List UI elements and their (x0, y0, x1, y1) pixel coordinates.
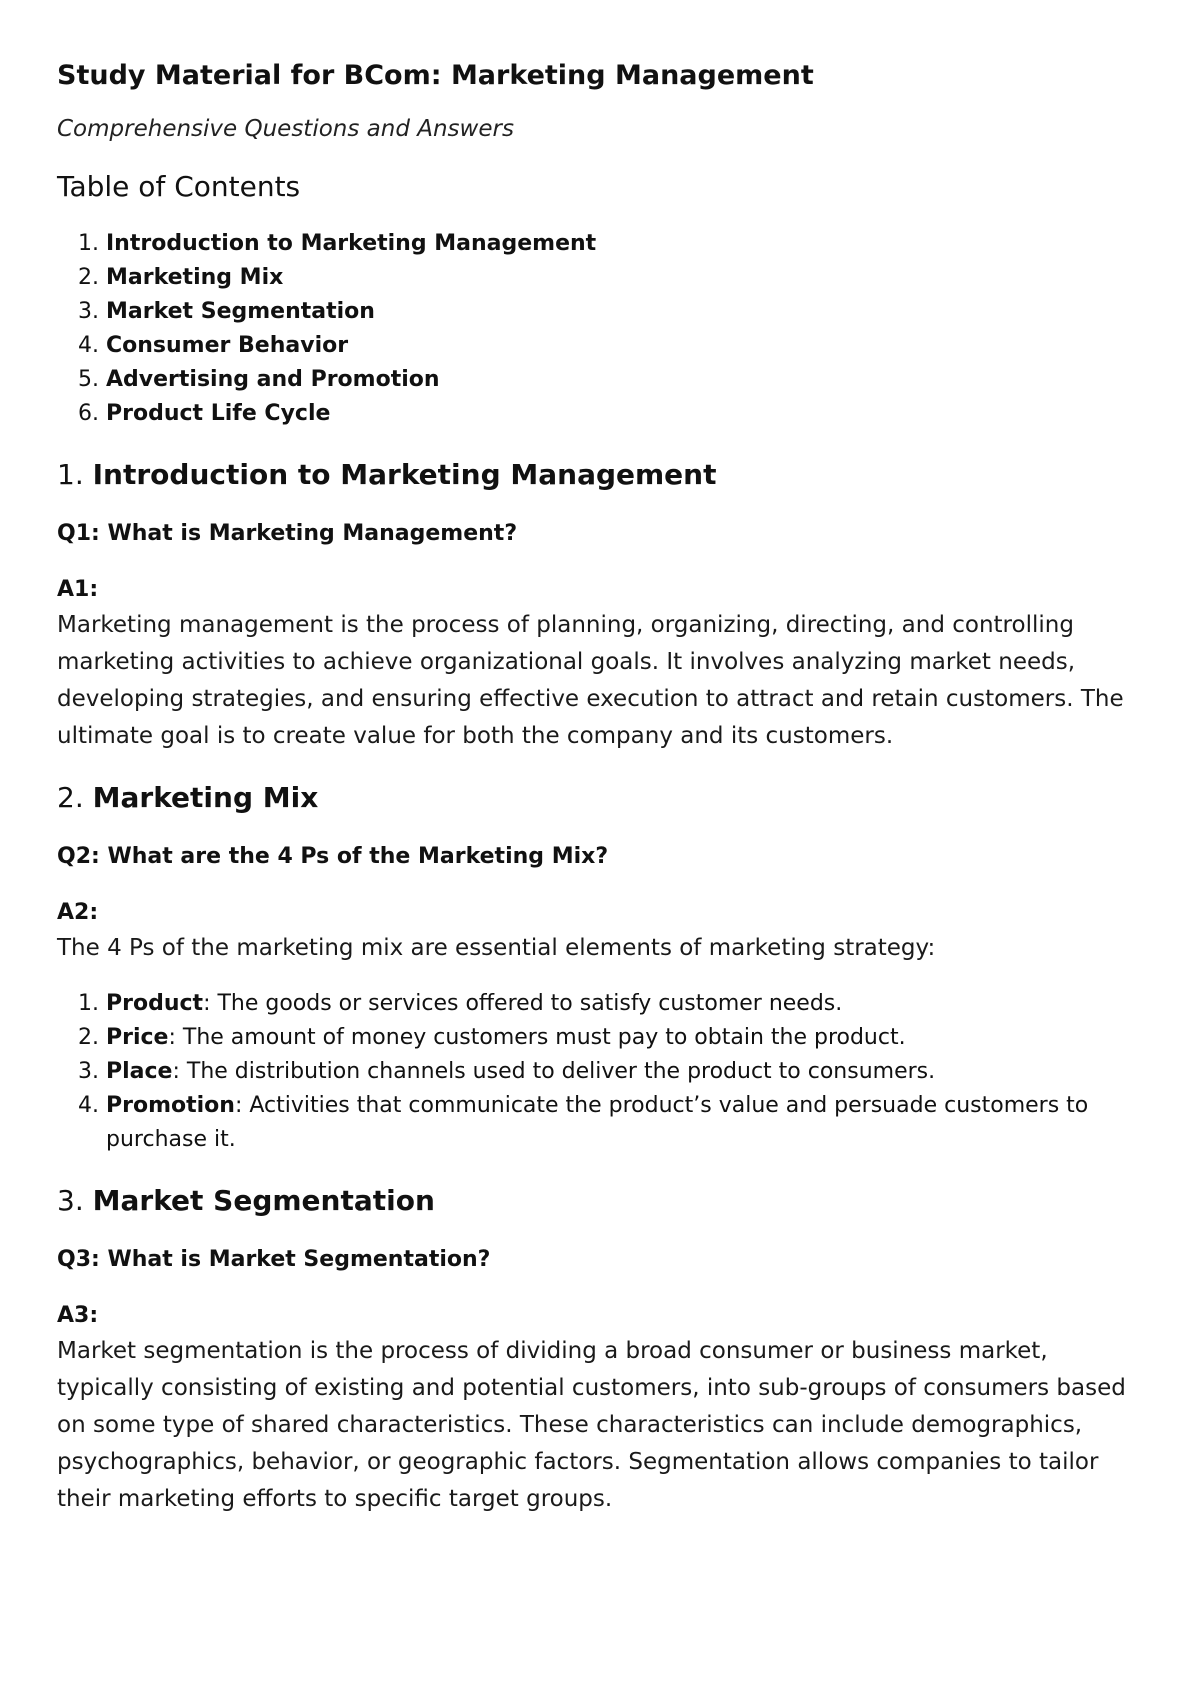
toc-heading: Table of Contents (57, 170, 301, 203)
toc-item: 4. Consumer Behavior (106, 329, 1144, 363)
answer-text-a3: Market segmentation is the process of dividing a broad consumer or business market, typically consisting of existing and potential customers, into sub-groups of consumers based on some type of shared characteristics. These characteristics can include demographics, psychographics, behavior, or geographic factors. Segmentation allows companies to tailor their marketing efforts to specific target groups. (57, 1338, 1126, 1512)
four-ps-list (57, 987, 1186, 1157)
question-q1: Q1: What is Marketing Management? (57, 521, 518, 546)
toc-list (57, 227, 1144, 431)
section-title: Market Segmentation (92, 1184, 435, 1217)
section-number: 3. (57, 1184, 84, 1217)
list-item-description: : The amount of money customers must pay to obtain the product. (168, 1025, 906, 1050)
toc-item: 5. Advertising and Promotion (106, 363, 1144, 397)
toc-item: 1. Introduction to Marketing Management (106, 227, 1144, 261)
section-title: Marketing Mix (92, 781, 319, 814)
list-item (106, 1089, 1186, 1157)
section-heading-intro (57, 455, 1144, 495)
list-item-description: : The goods or services offered to satisfy customer needs. (203, 991, 843, 1016)
list-item-description: : Activities that communicate the product’s value and persuade customers to purchase it. (106, 1093, 1089, 1152)
answer-text-a2: The 4 Ps of the marketing mix are essential elements of marketing strategy: (57, 935, 936, 961)
answer-text-a1: Marketing management is the process of planning, organizing, directing, and controlling marketing activities to achieve organizational goals. It involves analyzing market needs, developing strategies, and ensuring effective execution to attract and retain customers. The ultimate goal is to create value for both the company and its customers. (57, 612, 1124, 749)
answer-label-a1: A1: (57, 577, 99, 602)
toc-item: 6. Product Life Cycle (106, 397, 1144, 431)
list-item-term: Place (106, 1059, 173, 1084)
list-item (106, 1055, 1186, 1089)
toc-item: 3. Market Segmentation (106, 295, 1144, 329)
section-title: Introduction to Marketing Management (92, 458, 717, 491)
list-item-description: : The distribution channels used to deliver the product to consumers. (172, 1059, 936, 1084)
section-heading-segmentation (57, 1181, 1144, 1221)
question-q3: Q3: What is Market Segmentation? (57, 1247, 491, 1272)
answer-label-a2: A2: (57, 900, 99, 925)
document-title: Study Material for BCom: Marketing Management (57, 60, 814, 91)
list-item-term: Promotion (106, 1093, 235, 1118)
list-item (106, 987, 1186, 1021)
answer-label-a3: A3: (57, 1303, 99, 1328)
section-number: 1. (57, 458, 84, 491)
list-item-term: Product (106, 991, 204, 1016)
section-number: 2. (57, 781, 84, 814)
toc-item: 2. Marketing Mix (106, 261, 1144, 295)
list-item-term: Price (106, 1025, 169, 1050)
section-heading-marketing-mix (57, 778, 1144, 818)
question-q2: Q2: What are the 4 Ps of the Marketing Mix? (57, 844, 609, 869)
document-subtitle: Comprehensive Questions and Answers (57, 116, 514, 142)
list-item (106, 1021, 1186, 1055)
